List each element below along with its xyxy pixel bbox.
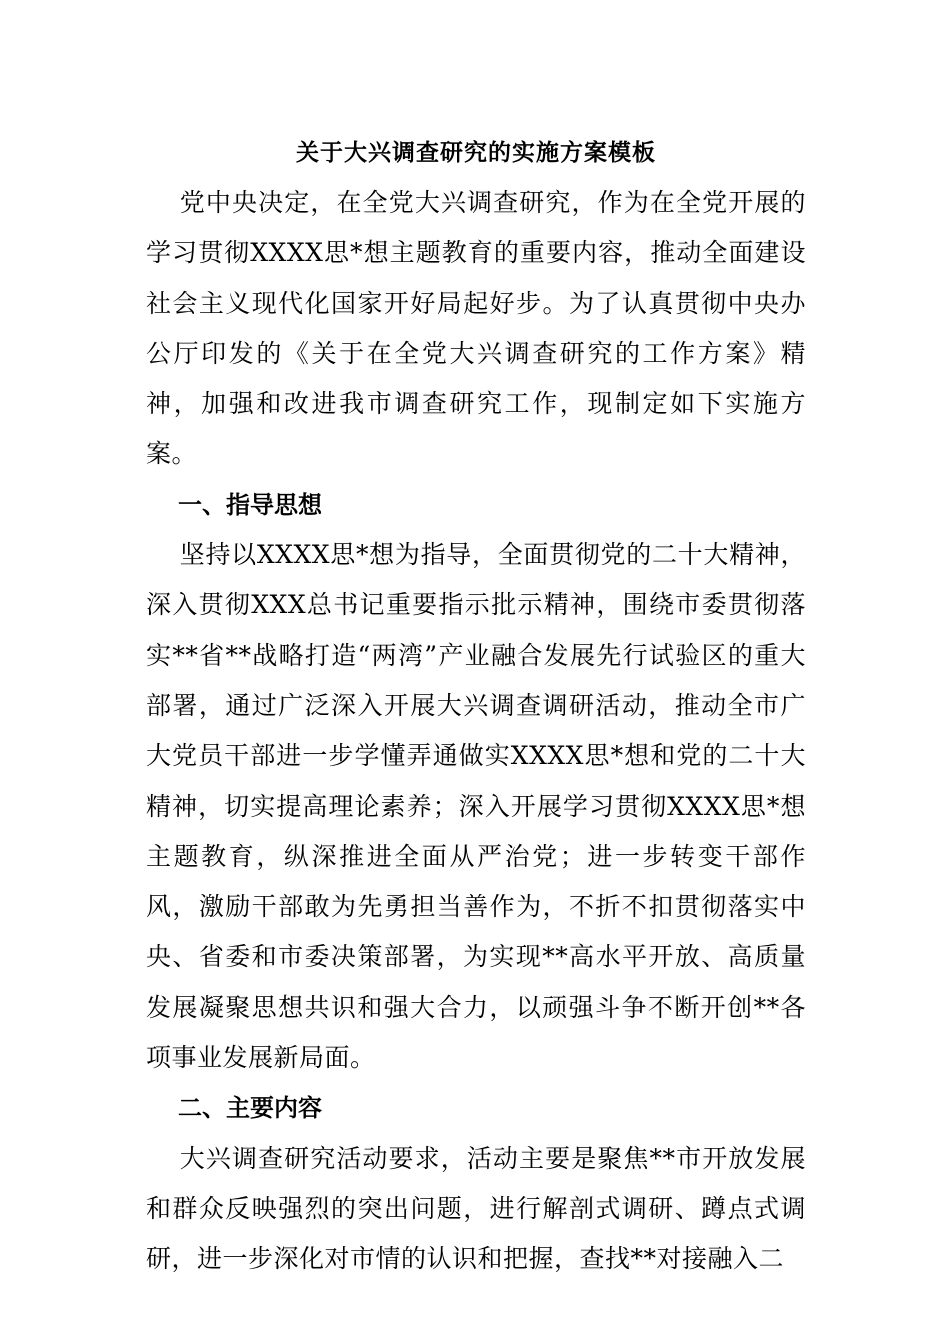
intro-paragraph: 党中央决定，在全党大兴调查研究，作为在全党开展的学习贯彻XXXX思*想主题教育的重要内容，推动全面建设社会主义现代化国家开好局起好步。为了认真贯彻中央办公厅印发的《关于在全党大兴调查研究的工作方案》精神，加强和改进我市调查研究工作，现制定如下实施方案。 bbox=[146, 188, 806, 469]
section-heading-main-content: 二、主要内容 bbox=[178, 1093, 322, 1123]
section-body-guiding-ideology: 坚持以XXXX思*想为指导，全面贯彻党的二十大精神，深入贯彻XXX总书记重要指示批示精神，围绕市委贯彻落实**省**战略打造“两湾”产业融合发展先行试验区的重大部署，通过广泛深入开展大兴调查调研活动，推动全市广大党员干部进一步学懂弄通做实XXXX思*想和党的二十大精神，切实提高理论素养；深入开展学习贯彻XXXX思*想主题教育，纵深推进全面从严治党；进一步转变干部作风，激励干部敢为先勇担当善作为，不折不扣贯彻落实中央、省委和市委决策部署，为实现**高水平开放、高质量发展凝聚思想共识和强大合力，以顽强斗争不断开创**各项事业发展新局面。 bbox=[146, 540, 806, 1073]
section-body-main-content: 大兴调查研究活动要求，活动主要是聚焦**市开放发展和群众反映强烈的突出问题，进行解剖式调研、蹲点式调研，进一步深化对市情的认识和把握，查找**对接融入二 bbox=[146, 1143, 806, 1274]
document-page bbox=[146, 128, 806, 1285]
section-heading-guiding-ideology: 一、指导思想 bbox=[178, 489, 322, 519]
document-title: 关于大兴调查研究的实施方案模板 bbox=[296, 139, 656, 166]
